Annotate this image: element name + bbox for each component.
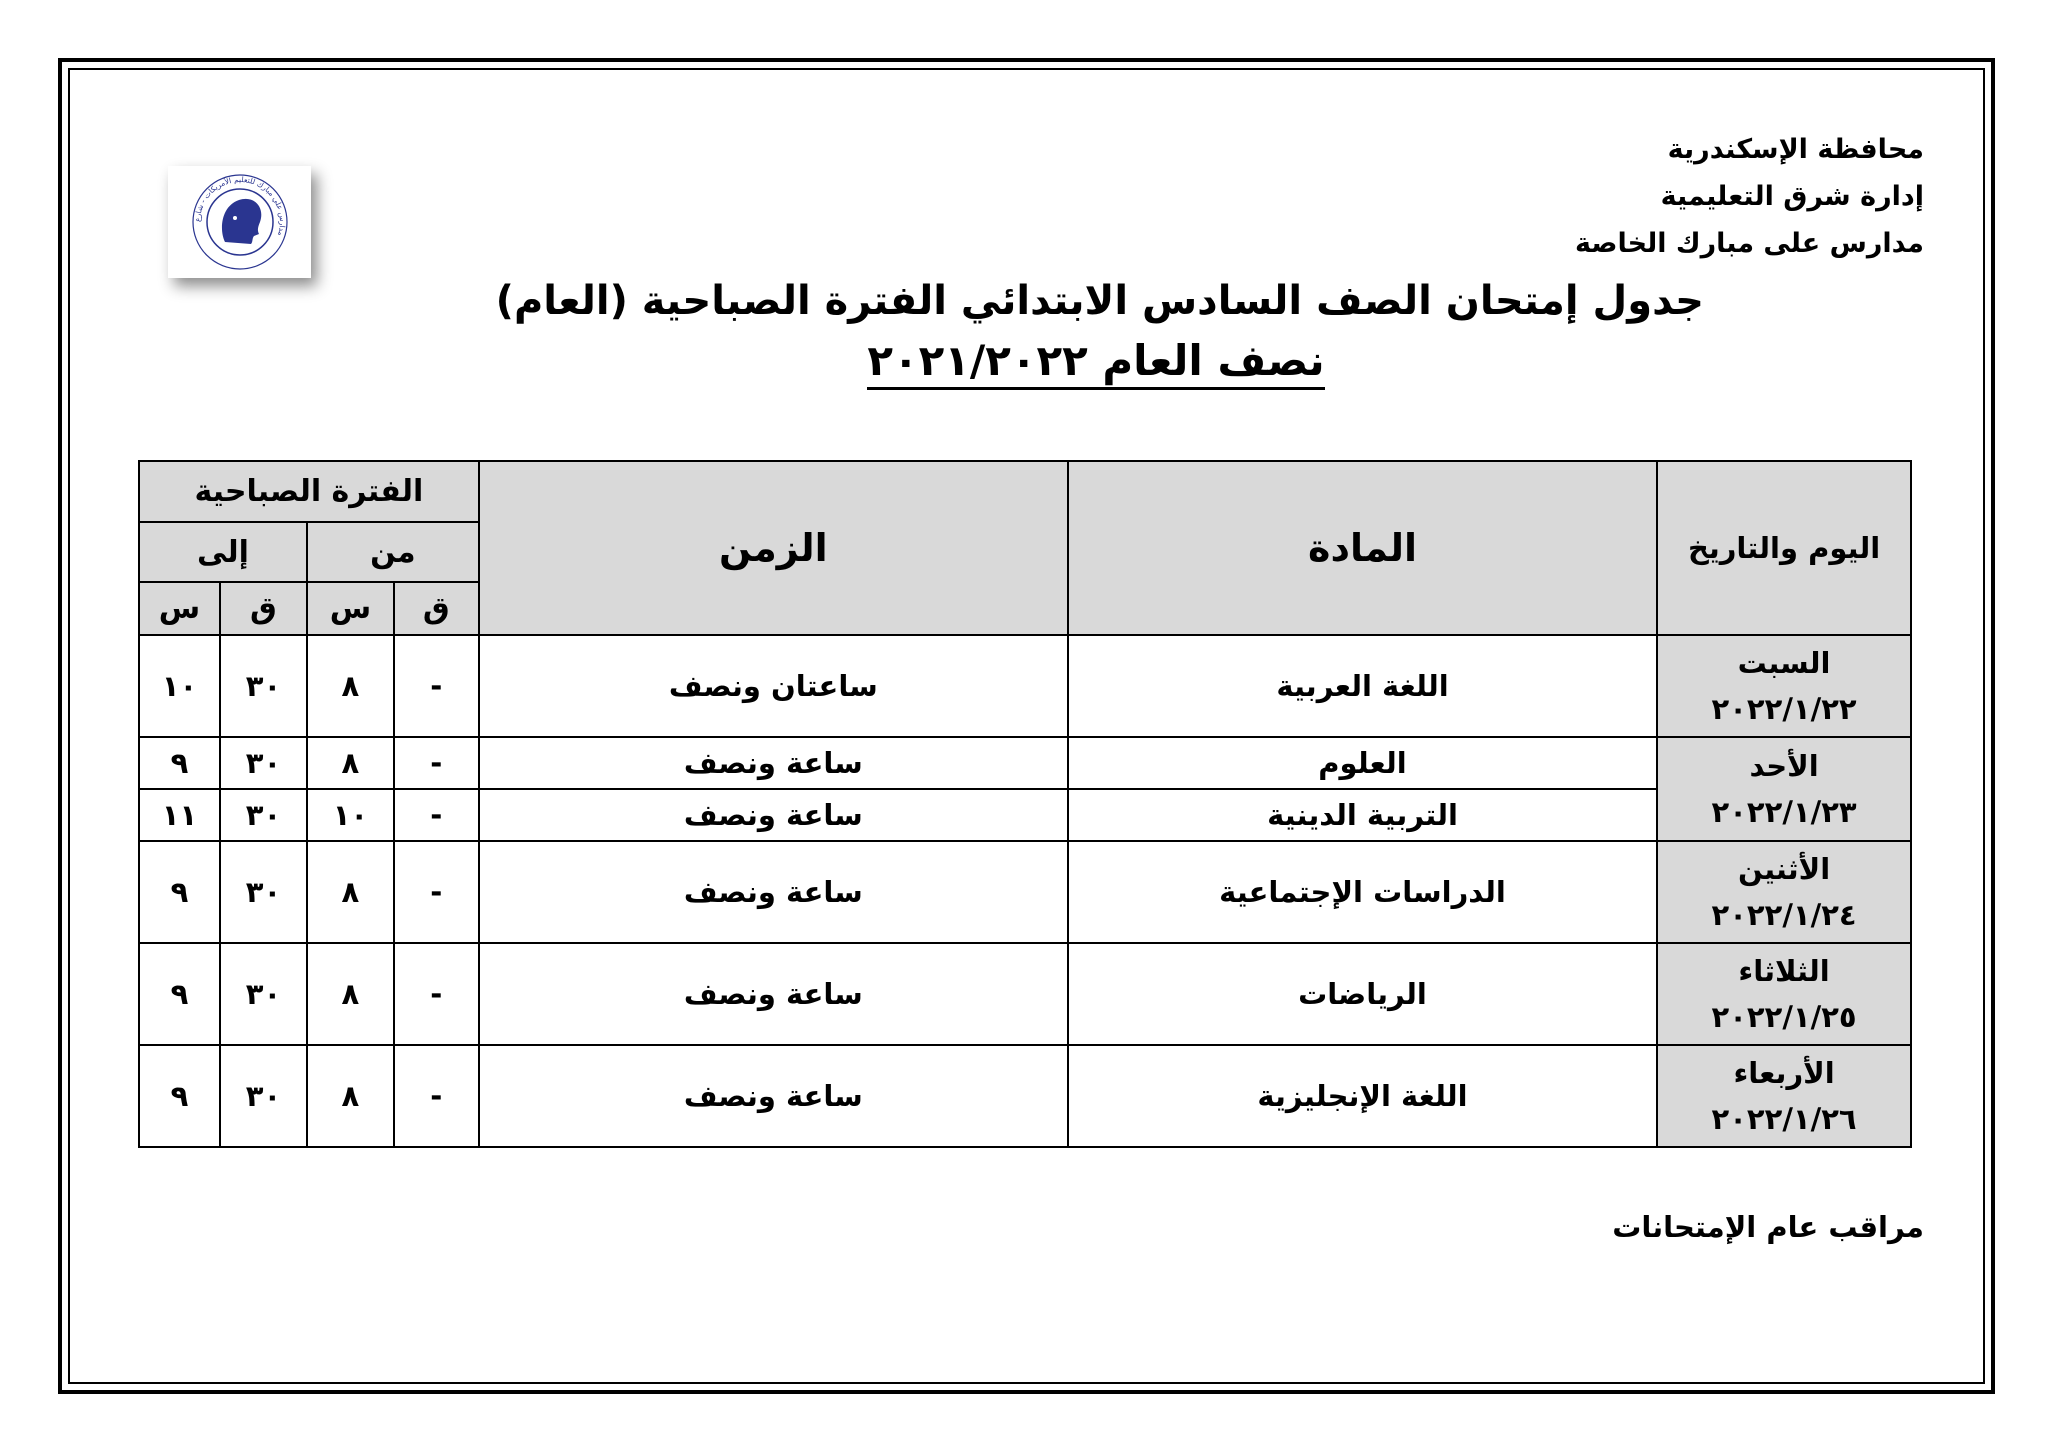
school-logo-icon (181, 172, 299, 272)
day-date-cell (1657, 1045, 1911, 1147)
school-logo (168, 166, 311, 278)
to-minute-cell: ٣٠ (220, 841, 307, 943)
to-minute-cell: ٣٠ (220, 1045, 307, 1147)
day-date-cell (1657, 943, 1911, 1045)
subject-cell: اللغة الإنجليزية (1068, 1045, 1657, 1147)
from-hour-cell: ٨ (307, 1045, 394, 1147)
exam-schedule-table (138, 460, 1912, 1148)
header-day-date: اليوم والتاريخ (1657, 461, 1911, 635)
subject-cell: التربية الدينية (1068, 789, 1657, 841)
day-name: الأربعاء (1733, 1056, 1835, 1090)
duration-cell: ساعة ونصف (479, 789, 1068, 841)
subject-cell: اللغة العربية (1068, 635, 1657, 737)
school-name-label: مدارس على مبارك الخاصة (1575, 228, 1924, 259)
table-row (139, 789, 1911, 841)
page-subtitle: نصف العام ٢٠٢١/٢٠٢٢ (867, 336, 1324, 390)
exam-date: ٢٠٢٢/١/٢٥ (1711, 1000, 1857, 1034)
from-hour-cell: ٨ (307, 737, 394, 789)
duration-cell: ساعة ونصف (479, 1045, 1068, 1147)
from-minute-cell: - (394, 1045, 479, 1147)
subject-cell: الرياضات (1068, 943, 1657, 1045)
table-row (139, 635, 1911, 737)
header-from-minute: ق (394, 582, 479, 635)
header-from-hour: س (307, 582, 394, 635)
table-row (139, 943, 1911, 1045)
governorate-label: محافظة الإسكندرية (1667, 134, 1924, 165)
table-row (139, 1045, 1911, 1147)
to-minute-cell: ٣٠ (220, 635, 307, 737)
to-minute-cell: ٣٠ (220, 737, 307, 789)
from-minute-cell: - (394, 841, 479, 943)
day-name: الأحد (1749, 749, 1819, 783)
header-to-hour: س (139, 582, 220, 635)
header-to-minute: ق (220, 582, 307, 635)
duration-cell: ساعة ونصف (479, 737, 1068, 789)
header-from: من (307, 522, 479, 582)
table-row (139, 737, 1911, 789)
header-duration: الزمن (479, 461, 1068, 635)
exam-supervisor-label: مراقب عام الإمتحانات (1612, 1210, 1924, 1244)
to-minute-cell: ٣٠ (220, 943, 307, 1045)
duration-cell: ساعة ونصف (479, 841, 1068, 943)
from-minute-cell: - (394, 737, 479, 789)
to-minute-cell: ٣٠ (220, 789, 307, 841)
page-title: جدول إمتحان الصف السادس الابتدائي الفترة الصباحية (العام) (495, 278, 1704, 324)
day-date-cell (1657, 737, 1911, 841)
from-minute-cell: - (394, 943, 479, 1045)
duration-cell: ساعتان ونصف (479, 635, 1068, 737)
to-hour-cell: ٩ (139, 1045, 220, 1147)
duration-cell: ساعة ونصف (479, 943, 1068, 1045)
logo-ring-text: مدارس علي مبارك للتعليم الأمريكات - شارع (192, 174, 287, 238)
exam-date: ٢٠٢٢/١/٢٣ (1711, 795, 1857, 829)
to-hour-cell: ٩ (139, 841, 220, 943)
from-minute-cell: - (394, 789, 479, 841)
subject-cell: العلوم (1068, 737, 1657, 789)
table-row (139, 841, 1911, 943)
from-hour-cell: ٨ (307, 841, 394, 943)
to-hour-cell: ١٠ (139, 635, 220, 737)
day-date-cell (1657, 635, 1911, 737)
header-morning-period: الفترة الصباحية (139, 461, 479, 522)
exam-date: ٢٠٢٢/١/٢٦ (1711, 1102, 1857, 1136)
header-to: إلى (139, 522, 307, 582)
exam-date: ٢٠٢٢/١/٢٢ (1711, 692, 1857, 726)
subject-cell: الدراسات الإجتماعية (1068, 841, 1657, 943)
to-hour-cell: ٩ (139, 737, 220, 789)
exam-date: ٢٠٢٢/١/٢٤ (1711, 898, 1857, 932)
administration-label: إدارة شرق التعليمية (1660, 181, 1924, 212)
from-hour-cell: ١٠ (307, 789, 394, 841)
to-hour-cell: ٩ (139, 943, 220, 1045)
from-minute-cell: - (394, 635, 479, 737)
day-name: الأثنين (1737, 852, 1831, 886)
day-name: الثلاثاء (1738, 954, 1830, 988)
from-hour-cell: ٨ (307, 943, 394, 1045)
from-hour-cell: ٨ (307, 635, 394, 737)
header-subject: المادة (1068, 461, 1657, 635)
day-date-cell (1657, 841, 1911, 943)
to-hour-cell: ١١ (139, 789, 220, 841)
day-name: السبت (1737, 646, 1831, 680)
